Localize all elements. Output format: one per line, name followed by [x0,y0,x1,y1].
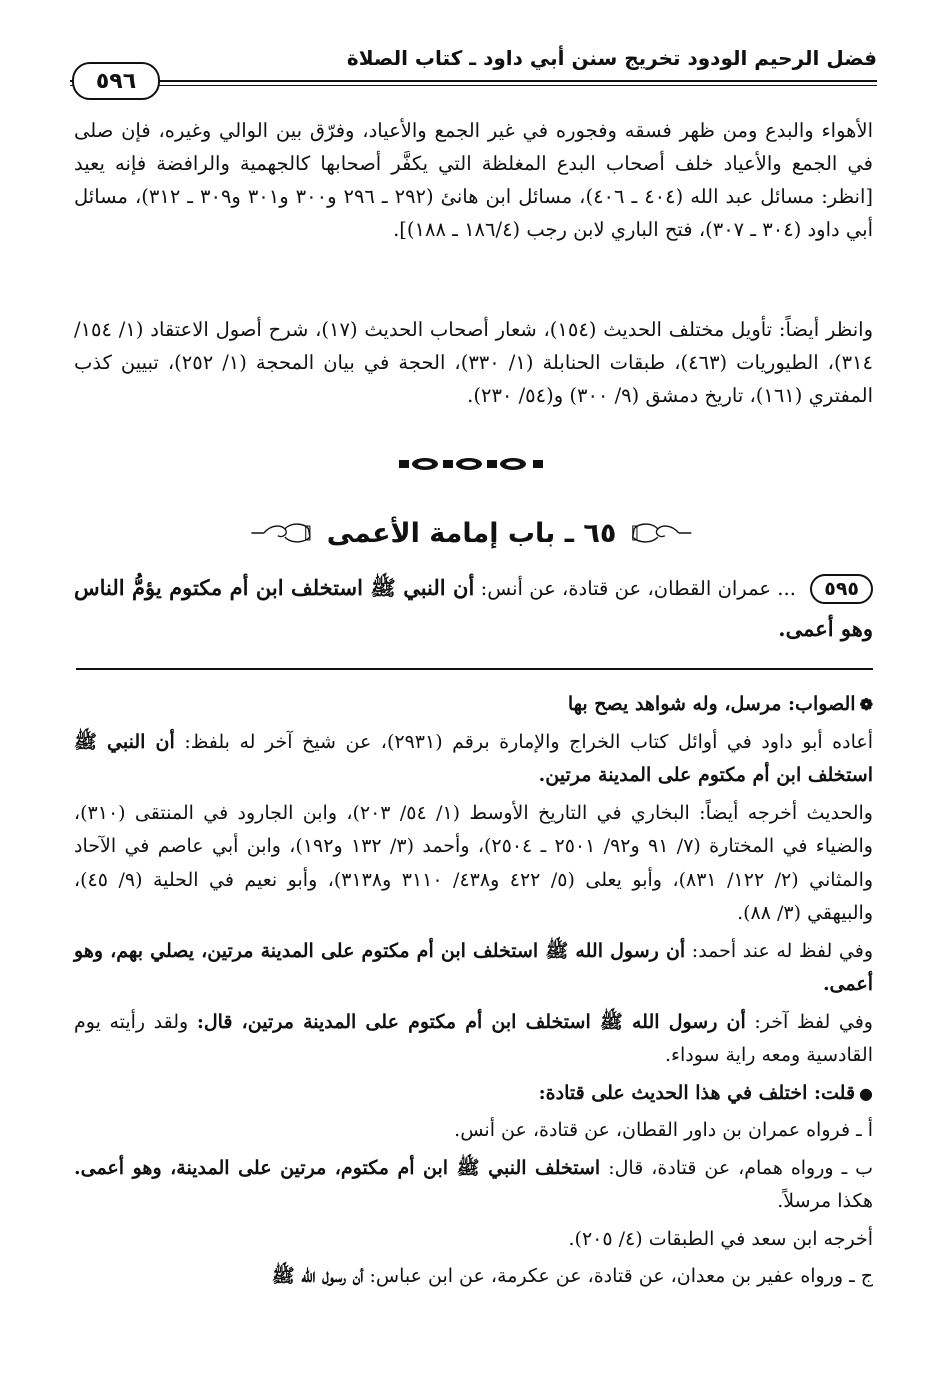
hadith-isnad: ... عمران القطان، عن قتادة، عن أنس: [480,577,796,600]
quoted-text: أن النبي ﷺ استخلف ابن أم مكتوم على المدينة مرتين. [74,730,873,786]
references-paragraph: وانظر أيضاً: تأويل مختلف الحديث (١٥٤)، شعار أصحاب الحديث (١٧)، شرح أصول الاعتقاد (١/ ١٥٤/ ٣١٤)، الطيوريات (٤٦٣)، طبقات الحنابلة (١/ ٣٣٠)، الحجة في بيان المحجة (١/ ٢٥٢)، تبيين كذب المفتري (١٦١)، تاريخ دمشق (٩/ ٣٠٠) و(٥٤/ ٢٣٠). [74,318,873,407]
quoted-text: أن رسول الله ﷺ استخلف ابن أم مكتوم على المدينة مرتين، قال: [196,1010,746,1033]
ornament-divider-icon [397,455,547,473]
quoted-text: أن رسول الله ﷺ استخلف ابن أم مكتوم على المدينة مرتين، يصلي بهم، وهو أعمى. [74,939,873,995]
commentary-text: ج ـ ورواه عفير بن معدان، عن قتادة، عن عكرمة، عن ابن عباس: [369,1265,873,1287]
takhrij-commentary [74,688,873,1298]
hadith-matn: أن النبي ﷺ استخلف ابن أم مكتوم يؤمُّ الناس وهو أعمى. [74,575,873,641]
chapter-heading [250,505,693,561]
quoted-text: أن رسول الله ﷺ [271,1265,364,1287]
commentary-paragraph-2: والحديث أخرجه أيضاً: البخاري في التاريخ الأوسط (١/ ٥٤/ ٢٠٣)، وابن الجارود في المنتقى (٣١٠)، والضياء في المختارة (٧/ ٩١ و٩٢/ ٢٥٠١ ـ ٢٥٠٤)، وأحمد (٣/ ١٣٢ و١٩٢)، وابن أبي عاصم في الآحاد والمثاني (٢/ ١٢٢/ ٨٣١)، وأبو يعلى (٥/ ٤٢٢ و٤٣٨/ ٣١١٠ و٣١٣٨)، وأبو نعيم في الحلية (٩/ ٤٥)، والبيهقي (٣/ ٨٨). [74,801,874,924]
header-rule-thin [70,85,877,86]
variant-b-source: أخرجه ابن سعد في الطبقات (٤/ ٢٠٥). [568,1227,873,1250]
flourish-left-icon [250,513,313,553]
page-number-badge [72,62,160,100]
commentary-text: ب ـ ورواه همام، عن قتادة، قال: [608,1156,873,1179]
variant-c [74,1260,873,1294]
commentary-text: ولقد رأيته يوم القادسية ومعه راية سوداء. [74,1010,873,1066]
note-marker-icon: ● [859,1083,873,1103]
page-number: ٥٩٦ [95,68,137,94]
hadith-number-badge [810,574,873,604]
commentary-paragraph-4 [74,1006,873,1073]
variant-a: أ ـ فرواه عمران بن داور القطان، عن قتادة، عن أنس. [454,1119,873,1141]
running-header [70,44,877,94]
commentary-paragraph-3 [74,935,873,1002]
commentary-text: أعاده أبو داود في أوائل كتاب الخراج والإمارة برقم (٢٩٣١)، عن شيخ آخر له بلفظ: [184,730,873,753]
hadith-block [74,568,873,650]
note-line [74,1077,873,1111]
variant-b [74,1152,873,1219]
section-separator [76,668,873,670]
note-text: قلت: اختلف في هذا الحديث على قتادة: [538,1081,856,1104]
commentary-paragraph-1 [74,726,873,793]
ornament-divider [0,455,943,477]
verdict-marker-icon: ❁ [859,695,873,714]
commentary-text: وفي لفظ له عند أحمد: [691,939,873,962]
chapter-title: ٦٥ ـ باب إمامة الأعمى [326,517,617,549]
commentary-text: هكذا مرسلاً. [777,1190,873,1212]
commentary-text: وفي لفظ آخر: [754,1010,873,1033]
hadith-number: ٥٩٥ [824,578,860,600]
header-rule [70,80,877,82]
flourish-right-icon [630,513,693,553]
continued-paragraph: الأهواء والبدع ومن ظهر فسقه وفجوره في غير الجمع والأعياد، وفرّق بين الوالي وغيره، فإن صلى في الجمع والأعياد خلف أصحاب البدع المغلظة التي يكفَّر أصحابها كالجهمية والرافضة فإنه يعيد [انظر: مسائل عبد الله (٤٠٤ ـ ٤٠٦)، مسائل ابن هانئ (٢٩٢ ـ ٢٩٦ و٣٠٠ و٣٠١ و٣٠٩ ـ ٣١٢)، مسائل أبي داود (٣٠٤ ـ ٣٠٧)، فتح الباري لابن رجب (١٨٦/٤ ـ ١٨٨)]. [74,119,873,241]
verdict-text: الصواب: مرسل، وله شواهد يصح بها [567,693,856,715]
quoted-text: استخلف النبي ﷺ ابن أم مكتوم، مرتين على المدينة، وهو أعمى. [74,1156,601,1179]
header-title: فضل الرحيم الودود تخريج سنن أبي داود ـ كتاب الصلاة [346,46,877,70]
verdict-line [74,688,873,722]
